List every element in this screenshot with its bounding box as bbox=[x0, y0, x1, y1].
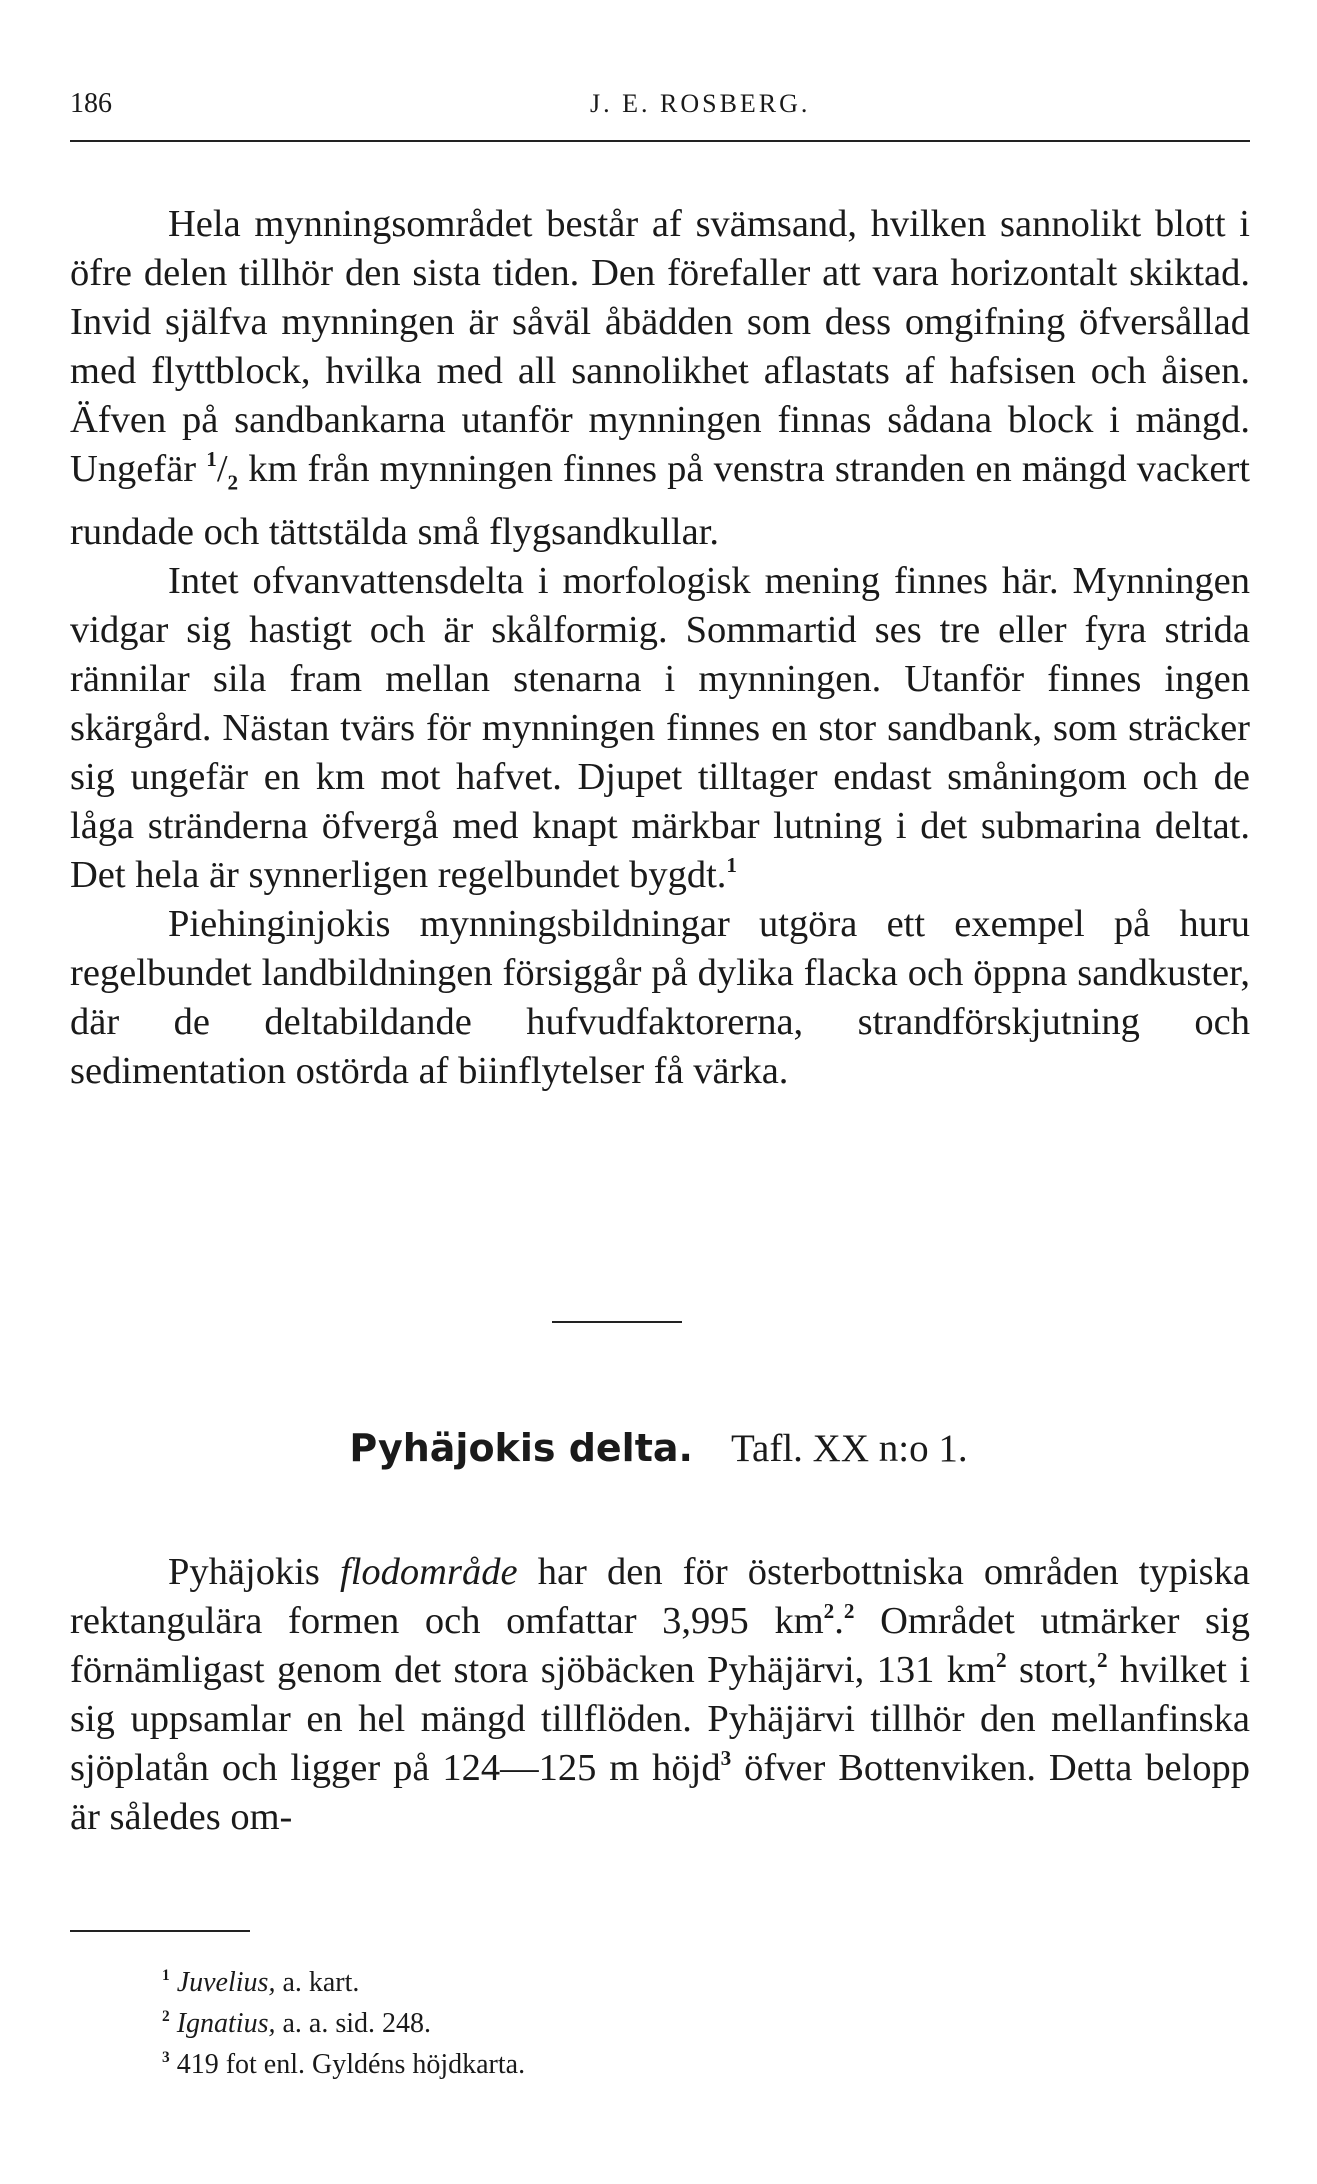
footnotes bbox=[162, 1962, 525, 2085]
footnote-ref: 1 bbox=[726, 852, 737, 877]
footnote-3: $^3$ 419 fot enl. Gyldéns höjdkarta. bbox=[162, 2049, 526, 2080]
page-number: 186 bbox=[70, 88, 112, 119]
section-heading bbox=[0, 1426, 1317, 1471]
fraction-half: $^1/_2$ bbox=[206, 447, 239, 495]
section-title: Pyhäjokis delta. bbox=[349, 1426, 693, 1470]
footnote-ref: 2 bbox=[843, 1599, 855, 1624]
running-title: J. E. ROSBERG. bbox=[590, 89, 811, 118]
footnote-2: $^2$ Ignatius, a. a. sid. 248. bbox=[162, 2008, 432, 2039]
section-body-1 bbox=[70, 200, 1250, 1096]
section-body-2 bbox=[70, 1548, 1250, 1842]
header-rule bbox=[70, 140, 1250, 142]
footnote-rule bbox=[70, 1930, 250, 1932]
plate-reference: Tafl. XX n:o 1. bbox=[730, 1427, 968, 1470]
footnote-ref: 3 bbox=[720, 1746, 732, 1771]
paragraph-3: Piehinginjokis mynningsbildningar utgöra ett exempel på huru regelbundet landbildningen försiggår på dylika flacka och öppna sandkuster, där de deltabildande hufvudfaktorerna, strandförskjutning och sedimentation ostörda af biinflytelser få värka. bbox=[70, 902, 1250, 1092]
section-separator bbox=[552, 1321, 682, 1323]
paragraph-4: Pyhäjokis flodområde har den för österbottniska områden typiska rektangulära formen och omfattar 3,995 $km^2.^2$ Området utmärker sig förnämligast genom det stora sjöbäcken Pyhäjärvi, 131 $km^2$ stort,$^2$ hvilket i sig uppsamlar en hel mängd tillflöden. Pyhäjärvi tillhör den mellanfinska sjöplatån och ligger på 124—125 m höjd$^3$ öfver Bottenviken. Detta belopp är således om- bbox=[70, 1551, 1251, 1838]
paragraph-2: Intet ofvanvattensdelta i morfologisk mening finnes här. Mynningen vidgar sig hastigt och är skålformig. Sommartid ses tre eller fyra strida rännilar sila fram mellan stenarna i mynningen. Utanför finnes ingen skärgård. Nästan tvärs för mynningen finnes en stor sandbank, som sträcker sig ungefär en km mot hafvet. Djupet tilltager endast småningom och de låga stränderna öfvergå med knapt märkbar lutning i det submarina deltat. Det hela är synnerligen regelbundet bygdt.$^1$ bbox=[70, 559, 1250, 896]
paragraph-1: Hela mynningsområdet består af svämsand, hvilken sannolikt blott i öfre delen tillhör den sista tiden. Den förefaller att vara horizontalt skiktad. Invid själfva mynningen är såväl åbädden som dess omgifning öfversållad med flyttblock, hvilka med all sannolikhet aflastats af hafsisen och åisen. Äfven på sandbankarna utanför mynningen finnas sådana block i mängd. Ungefär $^1/_2$ km från mynningen finnes på venstra stranden en mängd vackert rundade och tättstälda små flygsandkullar. bbox=[70, 203, 1250, 553]
footnote-1: $^1$ Juvelius, a. kart. bbox=[162, 1967, 360, 1998]
footnote-ref: 2 bbox=[1097, 1648, 1108, 1673]
page-header bbox=[70, 88, 1250, 120]
